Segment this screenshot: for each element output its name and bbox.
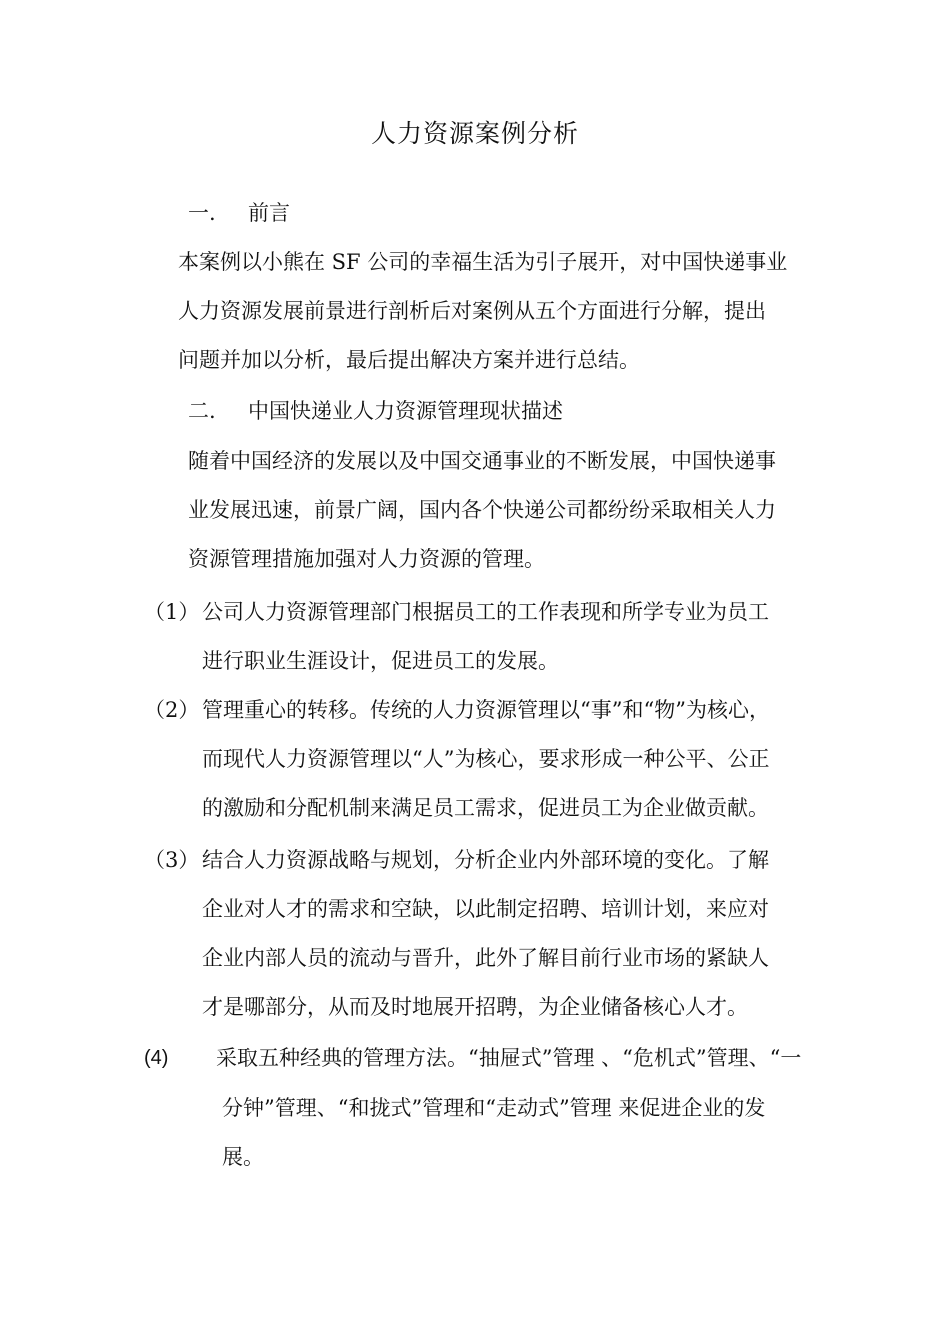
item-3-number: （3） — [144, 848, 200, 872]
document-title: 人力资源案例分析 — [370, 119, 579, 148]
item-2-line: 管理重心的转移。传统的人力资源管理以“事”和“物”为核心， — [202, 698, 770, 722]
item-4-number: (4) — [144, 1047, 169, 1069]
item-3-line: 企业内部人员的流动与晋升，此外了解目前行业市场的紧缺人 — [202, 946, 769, 970]
item-1-number: （1） — [144, 600, 200, 624]
section-1-paragraph-line: 本案例以小熊在 SF 公司的幸福生活为引子展开，对中国快递事业 — [178, 250, 788, 274]
item-1-line: 公司人力资源管理部门根据员工的工作表现和所学专业为员工 — [202, 600, 769, 624]
item-2-line: 的激励和分配机制来满足员工需求，促进员工为企业做贡献。 — [202, 796, 769, 820]
item-1-line: 进行职业生涯设计，促进员工的发展。 — [202, 649, 559, 673]
item-4-line: 分钟”管理、“和拢式”管理和“走动式”管理 来促进企业的发 — [222, 1096, 766, 1120]
item-3-line: 企业对人才的需求和空缺，以此制定招聘、培训计划，来应对 — [202, 897, 769, 921]
section-2-heading — [188, 396, 563, 426]
item-3-line: 才是哪部分，从而及时地展开招聘，为企业储备核心人才。 — [202, 995, 748, 1019]
section-1-paragraph-line: 问题并加以分析，最后提出解决方案并进行总结。 — [178, 348, 640, 372]
section-1-paragraph-line: 人力资源发展前景进行剖析后对案例从五个方面进行分解，提出 — [178, 299, 766, 323]
item-4-line: 采取五种经典的管理方法。“抽屉式”管理 、“危机式”管理、“一 — [216, 1046, 802, 1070]
item-4-line: 展。 — [222, 1145, 264, 1169]
section-2-paragraph-line: 随着中国经济的发展以及中国交通事业的不断发展，中国快递事 — [188, 449, 776, 473]
section-2-paragraph-line: 资源管理措施加强对人力资源的管理。 — [188, 547, 545, 571]
section-2-title: 中国快递业人力资源管理现状描述 — [248, 399, 563, 423]
section-1-heading — [188, 198, 290, 228]
section-1-number: 一. — [188, 201, 216, 225]
section-2-number: 二. — [188, 399, 216, 423]
item-3-line: 结合人力资源战略与规划，分析企业内外部环境的变化。了解 — [202, 848, 769, 872]
item-2-number: （2） — [144, 698, 200, 722]
section-1-title: 前言 — [248, 201, 290, 225]
section-2-paragraph-line: 业发展迅速，前景广阔，国内各个快递公司都纷纷采取相关人力 — [188, 498, 776, 522]
item-2-line: 而现代人力资源管理以“人”为核心，要求形成一种公平、公正 — [202, 747, 770, 771]
